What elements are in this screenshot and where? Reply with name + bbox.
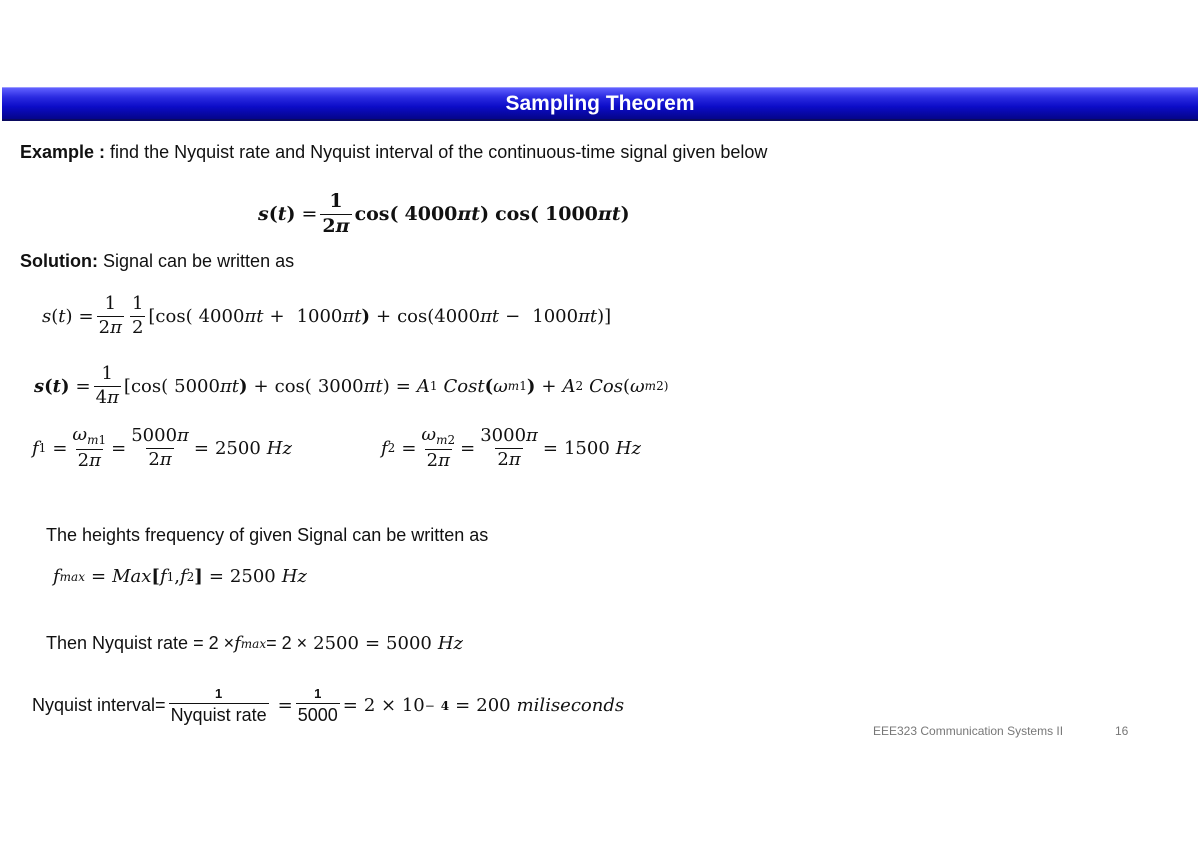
- equation-signal: s(t) = $\frac{1}{2\pi}$ cos( 4000πt) cos( 1000πt): [258, 190, 630, 237]
- equation-product-to-sum: s ( t ) = $\frac{1}{2\pi}$ $\frac{1}{2}$ [cos( 4000 πt + 1000 πt ) + cos(4000 πt − 1000 πt )]: [42, 293, 612, 338]
- equation-f2: f 2 = $\frac{\omega_{m2}}{2\pi}$ = $\frac{3000\pi}{2\pi}$ = 1500 Hz: [381, 424, 641, 471]
- nyquist-rate-line: Then Nyquist rate = 2 × f max = 2 × 2500 = 5000 Hz: [46, 633, 464, 654]
- nyquist-rate-label: Then Nyquist rate = 2 ×: [46, 633, 235, 653]
- f1-unit: Hz: [266, 437, 292, 459]
- footer-course: EEE323 Communication Systems II: [873, 724, 1064, 738]
- f1-value: 2500: [214, 437, 261, 459]
- nyquist-interval-label: Nyquist interval=: [32, 695, 166, 716]
- solution-label: Solution:: [20, 251, 98, 271]
- fmax-unit: Hz: [281, 566, 307, 587]
- nyquist-interval-line: Nyquist interval= $\frac{1}{\text{Nyquist rate}}$ = $\frac{1}{5000}$ = 2 × 10 − 4 = 200 miliseconds: [32, 686, 625, 725]
- rate-value: 5000: [386, 633, 432, 654]
- example-line: [20, 142, 767, 163]
- title-banner: [2, 87, 1198, 121]
- rate-unit: Hz: [437, 633, 464, 654]
- interval-unit: miliseconds: [516, 695, 625, 717]
- page-title: Sampling Theorem: [505, 92, 695, 115]
- heights-text: The heights frequency of given Signal can be written as: [46, 525, 489, 545]
- f2-value: 1500: [563, 437, 610, 459]
- f2-unit: Hz: [615, 437, 641, 459]
- example-text: find the Nyquist rate and Nyquist interval of the continuous-time signal given below: [105, 142, 768, 162]
- equation-sum-form: s(t) = $\frac{1}{4\pi}$ [cos( 5000 πt ) + cos( 3000 πt ) = A 1 Cost ( ω m1 ) + A 2 Cos ( ω m2 ): [34, 363, 669, 408]
- footer-page-number: 16: [1115, 724, 1129, 738]
- example-label: Example :: [20, 142, 106, 162]
- solution-line: [20, 251, 294, 272]
- equation-fmax: f max = Max [ f 1 , f 2 ] = 2500 Hz: [53, 566, 307, 587]
- fmax-value: 2500: [229, 566, 276, 587]
- interval-value: 200: [476, 695, 511, 717]
- nyquist-rate-word: Nyquist rate: [170, 704, 267, 725]
- equation-f1: f 1 = $\frac{\omega_{m1}}{2\pi}$ = $\frac{5000\pi}{2\pi}$ = 2500 Hz: [32, 424, 292, 471]
- solution-text: Signal can be written as: [97, 251, 295, 271]
